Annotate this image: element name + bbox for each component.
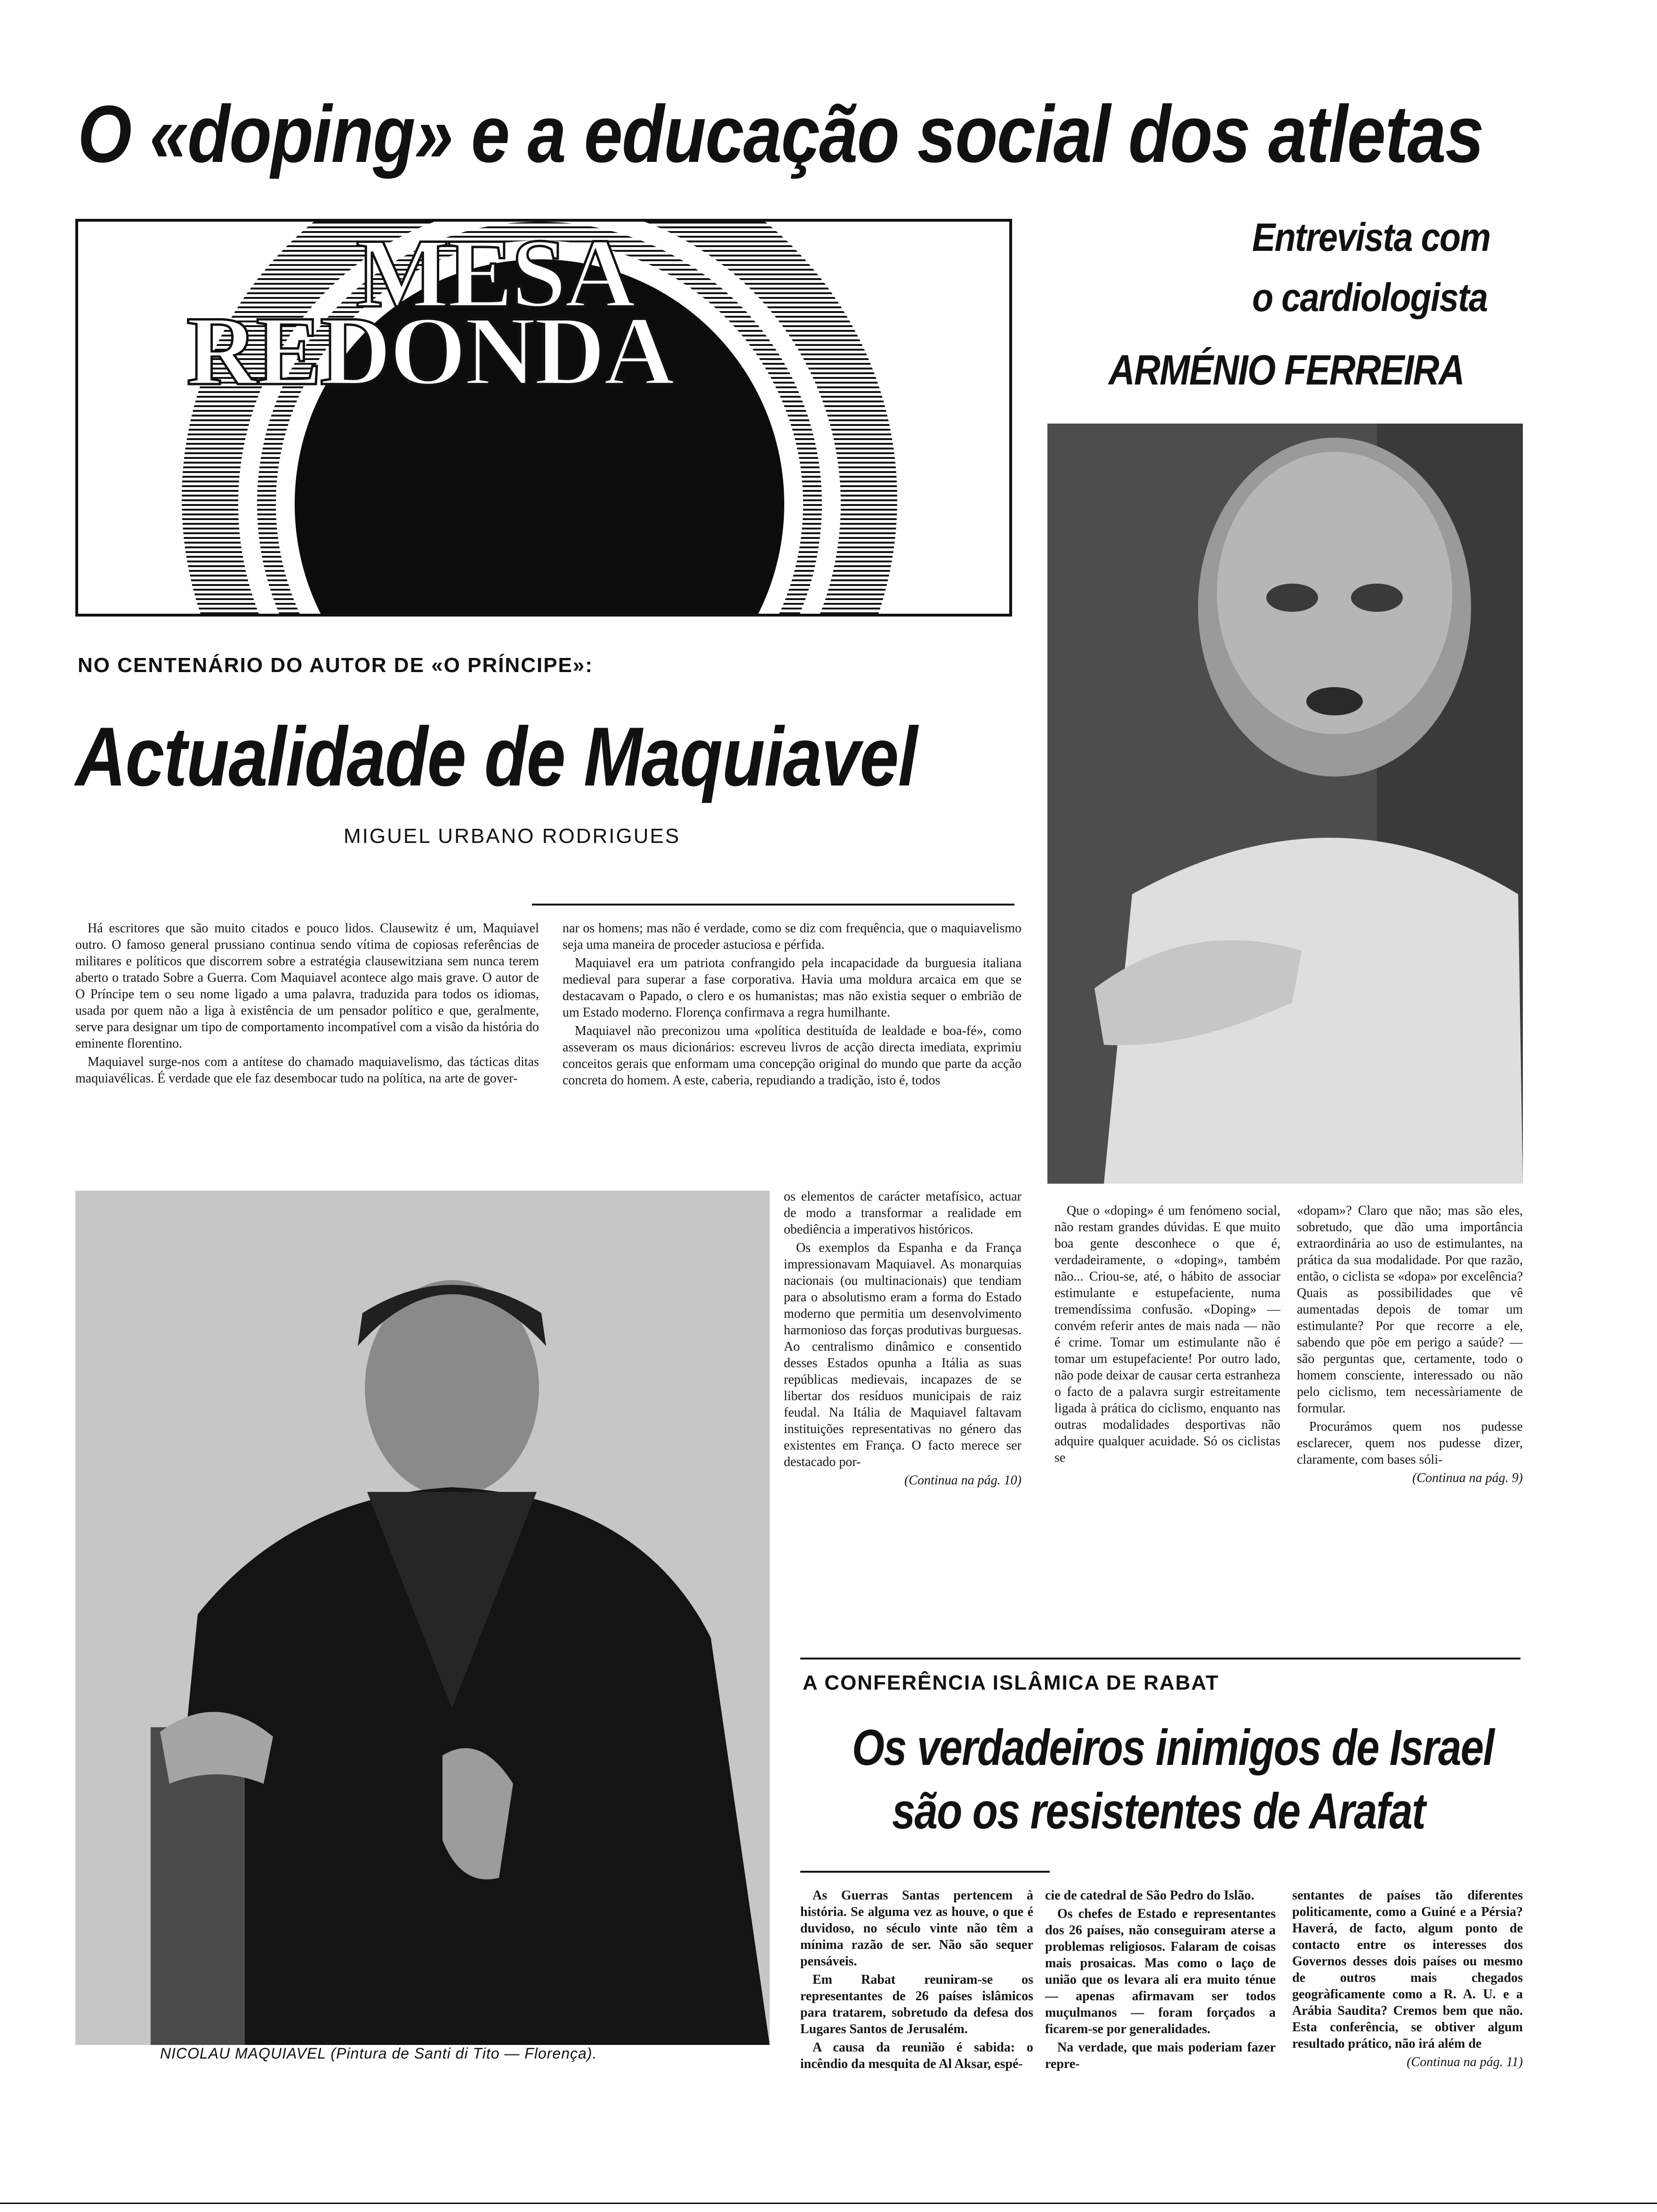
cardiologist-photo	[1047, 424, 1523, 1184]
portrait-figure	[1047, 424, 1523, 1184]
maquiavel-portrait	[75, 1191, 770, 2045]
maquiavel-kicker: NO CENTENÁRIO DO AUTOR DE «O PRÍNCIPE»:	[78, 654, 594, 677]
paragraph: «dopam»? Claro que não; mas são eles, sobretudo, que dão uma importância extraordinária ao uso de estimulantes, na prática da sua modalidade. Por que razão, então, o ciclista se «dopa» por excelência? Quais as possibilidades que vê aumentadas depois de tomar um estimulante? Por que recorre a ele, sabendo que põe em perigo a saúde? — são perguntas que, certamente, todo o homem consciente, interessado ou não pelo ciclismo, tem necessàriamente de formular.	[1297, 1203, 1523, 1416]
rabat-column-1	[800, 1887, 1033, 2074]
doping-continued: (Continua na pág. 9)	[1412, 1471, 1523, 1485]
rabat-title-line-2: são os resistentes de Arafat	[892, 1782, 1425, 1839]
logo-text-redonda: REDONDA	[186, 297, 673, 406]
interview-line-2: o cardiologista	[1252, 275, 1488, 320]
main-headline: O «doping» e a educação social dos atletas	[78, 89, 1483, 179]
paragraph: cie de catedral de São Pedro do Islão.	[1045, 1888, 1255, 1903]
paragraph: Procurámos quem nos pudesse esclarecer, quem nos pudesse dizer, claramente, com bases sóli-	[1297, 1419, 1523, 1467]
paragraph: Na verdade, que mais poderiam fazer repre-	[1045, 2040, 1276, 2071]
interview-name: ARMÉNIO FERREIRA	[1109, 347, 1464, 394]
rabat-column-3	[1292, 1887, 1523, 2072]
paragraph: Em Rabat reuniram-se os representantes de 26 países islâmicos para tratarem, sobretudo da defesa dos Lugares Santos de Jerusalém.	[800, 1972, 1033, 2036]
rabat-column-2	[1045, 1887, 1276, 2074]
paragraph: Os exemplos da Espanha e da França impressionavam Maquiavel. As monarquias nacionais (ou multinacionais) que tendiam para o absolutismo eram a forma do Estado moderno que permitia um desenvolvimento harmonioso das forças produtivas burguesas. Ao centralismo dinâmico e consentido desses Estados opunha a Itália as suas repúblicas medievais, incapazes de se libertar dos resíduos municipais de raiz feudal. Na Itália de Maquiavel faltavam instituições representativas no género das existentes em França. O facto merece ser destacado por-	[784, 1241, 1022, 1469]
paragraph: As Guerras Santas pertencem à história. Se alguma vez as houve, o que é duvidoso, no século vinte não têm a mínima razão de ser. Não são sequer pensáveis.	[800, 1888, 1033, 1969]
page-bottom-rule	[0, 2203, 1657, 2204]
maquiavel-column-1	[75, 920, 539, 1089]
paragraph: Maquiavel surge-nos com a antítese do chamado maquiavelismo, das tácticas ditas maquiavélicas. É verdade que ele faz desembocar tudo na política, na arte de gover-	[75, 1055, 539, 1086]
maquiavel-author: MIGUEL URBANO RODRIGUES	[344, 825, 681, 848]
painting-figure	[75, 1191, 770, 2045]
paragraph: Os chefes de Estado e representantes dos 26 países, não conseguiram aterse a problemas religiosos. Falaram de coisas mais prosaicas. Mas como o laço de união que os levara ali era muito ténue — apenas afirmavam ser todos muçulmanos — foram forçados a ficarem-se por generalidades.	[1045, 1907, 1276, 2036]
maquiavel-continued: (Continua na pág. 10)	[904, 1473, 1022, 1488]
paragraph: os elementos de carácter metafísico, actuar de modo a transformar a realidade em obediência a imperativos históricos.	[784, 1189, 1022, 1237]
paragraph: A causa da reunião é sabida: o incêndio da mesquita de Al Aksar, espé-	[800, 2040, 1033, 2071]
maquiavel-title: Actualidade de Maquiavel	[75, 710, 917, 803]
rabat-kicker: A CONFERÊNCIA ISLÂMICA DE RABAT	[803, 1671, 1219, 1694]
doping-column-2	[1297, 1202, 1523, 1488]
mesa-redonda-logo	[75, 219, 1012, 617]
paragraph: Maquiavel era um patriota confrangido pela incapacidade da burguesia italiana medieval para superar a fase corporativa. Havia uma moldura arcaica em que se destacavam o Papado, o clero e os humanistas; mas não existia sequer o embrião de um Estado moderno. Florença confirmava a regra humilhante.	[563, 956, 1022, 1020]
interview-line-1: Entrevista com	[1252, 215, 1490, 259]
maquiavel-column-3	[784, 1188, 1022, 1491]
maquiavel-column-2	[563, 920, 1022, 1090]
doping-column-1	[1054, 1202, 1280, 1468]
maquiavel-rule	[532, 904, 1014, 906]
logo-text-mesa: MESA	[356, 219, 634, 328]
rabat-rule	[800, 1871, 1050, 1873]
paragraph: Que o «doping» é um fenómeno social, não restam grandes dúvidas. E que muito boa gente desconhece o que é, verdadeiramente, o «doping», também não... Criou-se, até, o hábito de associar estimulante e estupefaciente, numa tremendíssima confusão. «Doping» — convém referir antes de mais nada — não é crime. Tomar um estimulante não é tomar um estupefaciente! Por outro lado, não pode deixar de causar certa estranheza o facto de a palavra surgir estreitamente ligada à prática do ciclismo, enquanto nas outras modalidades desportivas não adquire qualquer acuidade. Só os ciclistas se	[1054, 1203, 1280, 1465]
paragraph: Há escritores que são muito citados e pouco lidos. Clausewitz é um, Maquiavel outro. O famoso general prussiano continua sendo vítima de copiosas referências de militares e políticos que discorrem sobre a estratégia clausewitziana sem nunca terem aberto o tratado Sobre a Guerra. Com Maquiavel acontece algo mais grave. O autor de O Príncipe tem o seu nome ligado a uma palavra, traduzida para todos os idiomas, usada por quem não a liga à existência de um pensador político e que, geralmente, serve para designar um tipo de comportamento incompatível com a visão da história do eminente florentino.	[75, 921, 539, 1051]
paragraph: sentantes de países tão diferentes politicamente, como a Guiné e a Pérsia? Haverá, de facto, algum ponto de contacto entre os interesses dos Governos desses dois países ou mesmo de outros mais chegados geogràficamente como a R. A. U. e a Arábia Saudita? Cremos bem que não. Esta conferência, se obtiver algum resultado prático, não irá além de	[1292, 1888, 1523, 2051]
rabat-title-line-1: Os verdadeiros inimigos de Israel	[852, 1719, 1494, 1776]
paragraph: Maquiavel não preconizou uma «política destituída de lealdade e boa-fé», como asseveram os maus dicionários: escreveu livros de acção directa imediata, exprimiu conceitos gerais que enformam uma concepção original do mundo que parte da acção concreta do homem. A este, caberia, repudiando a tradição, isto é, todos	[563, 1024, 1022, 1088]
maquiavel-caption: NICOLAU MAQUIAVEL (Pintura de Santi di Tito — Florença).	[160, 2045, 597, 2062]
paragraph: nar os homens; mas não é verdade, como se diz com frequência, que o maquiavelismo seja uma maneira de proceder astuciosa e pérfida.	[563, 921, 1022, 952]
rabat-continued: (Continua na pág. 11)	[1407, 2055, 1523, 2069]
rabat-top-rule	[800, 1658, 1520, 1659]
